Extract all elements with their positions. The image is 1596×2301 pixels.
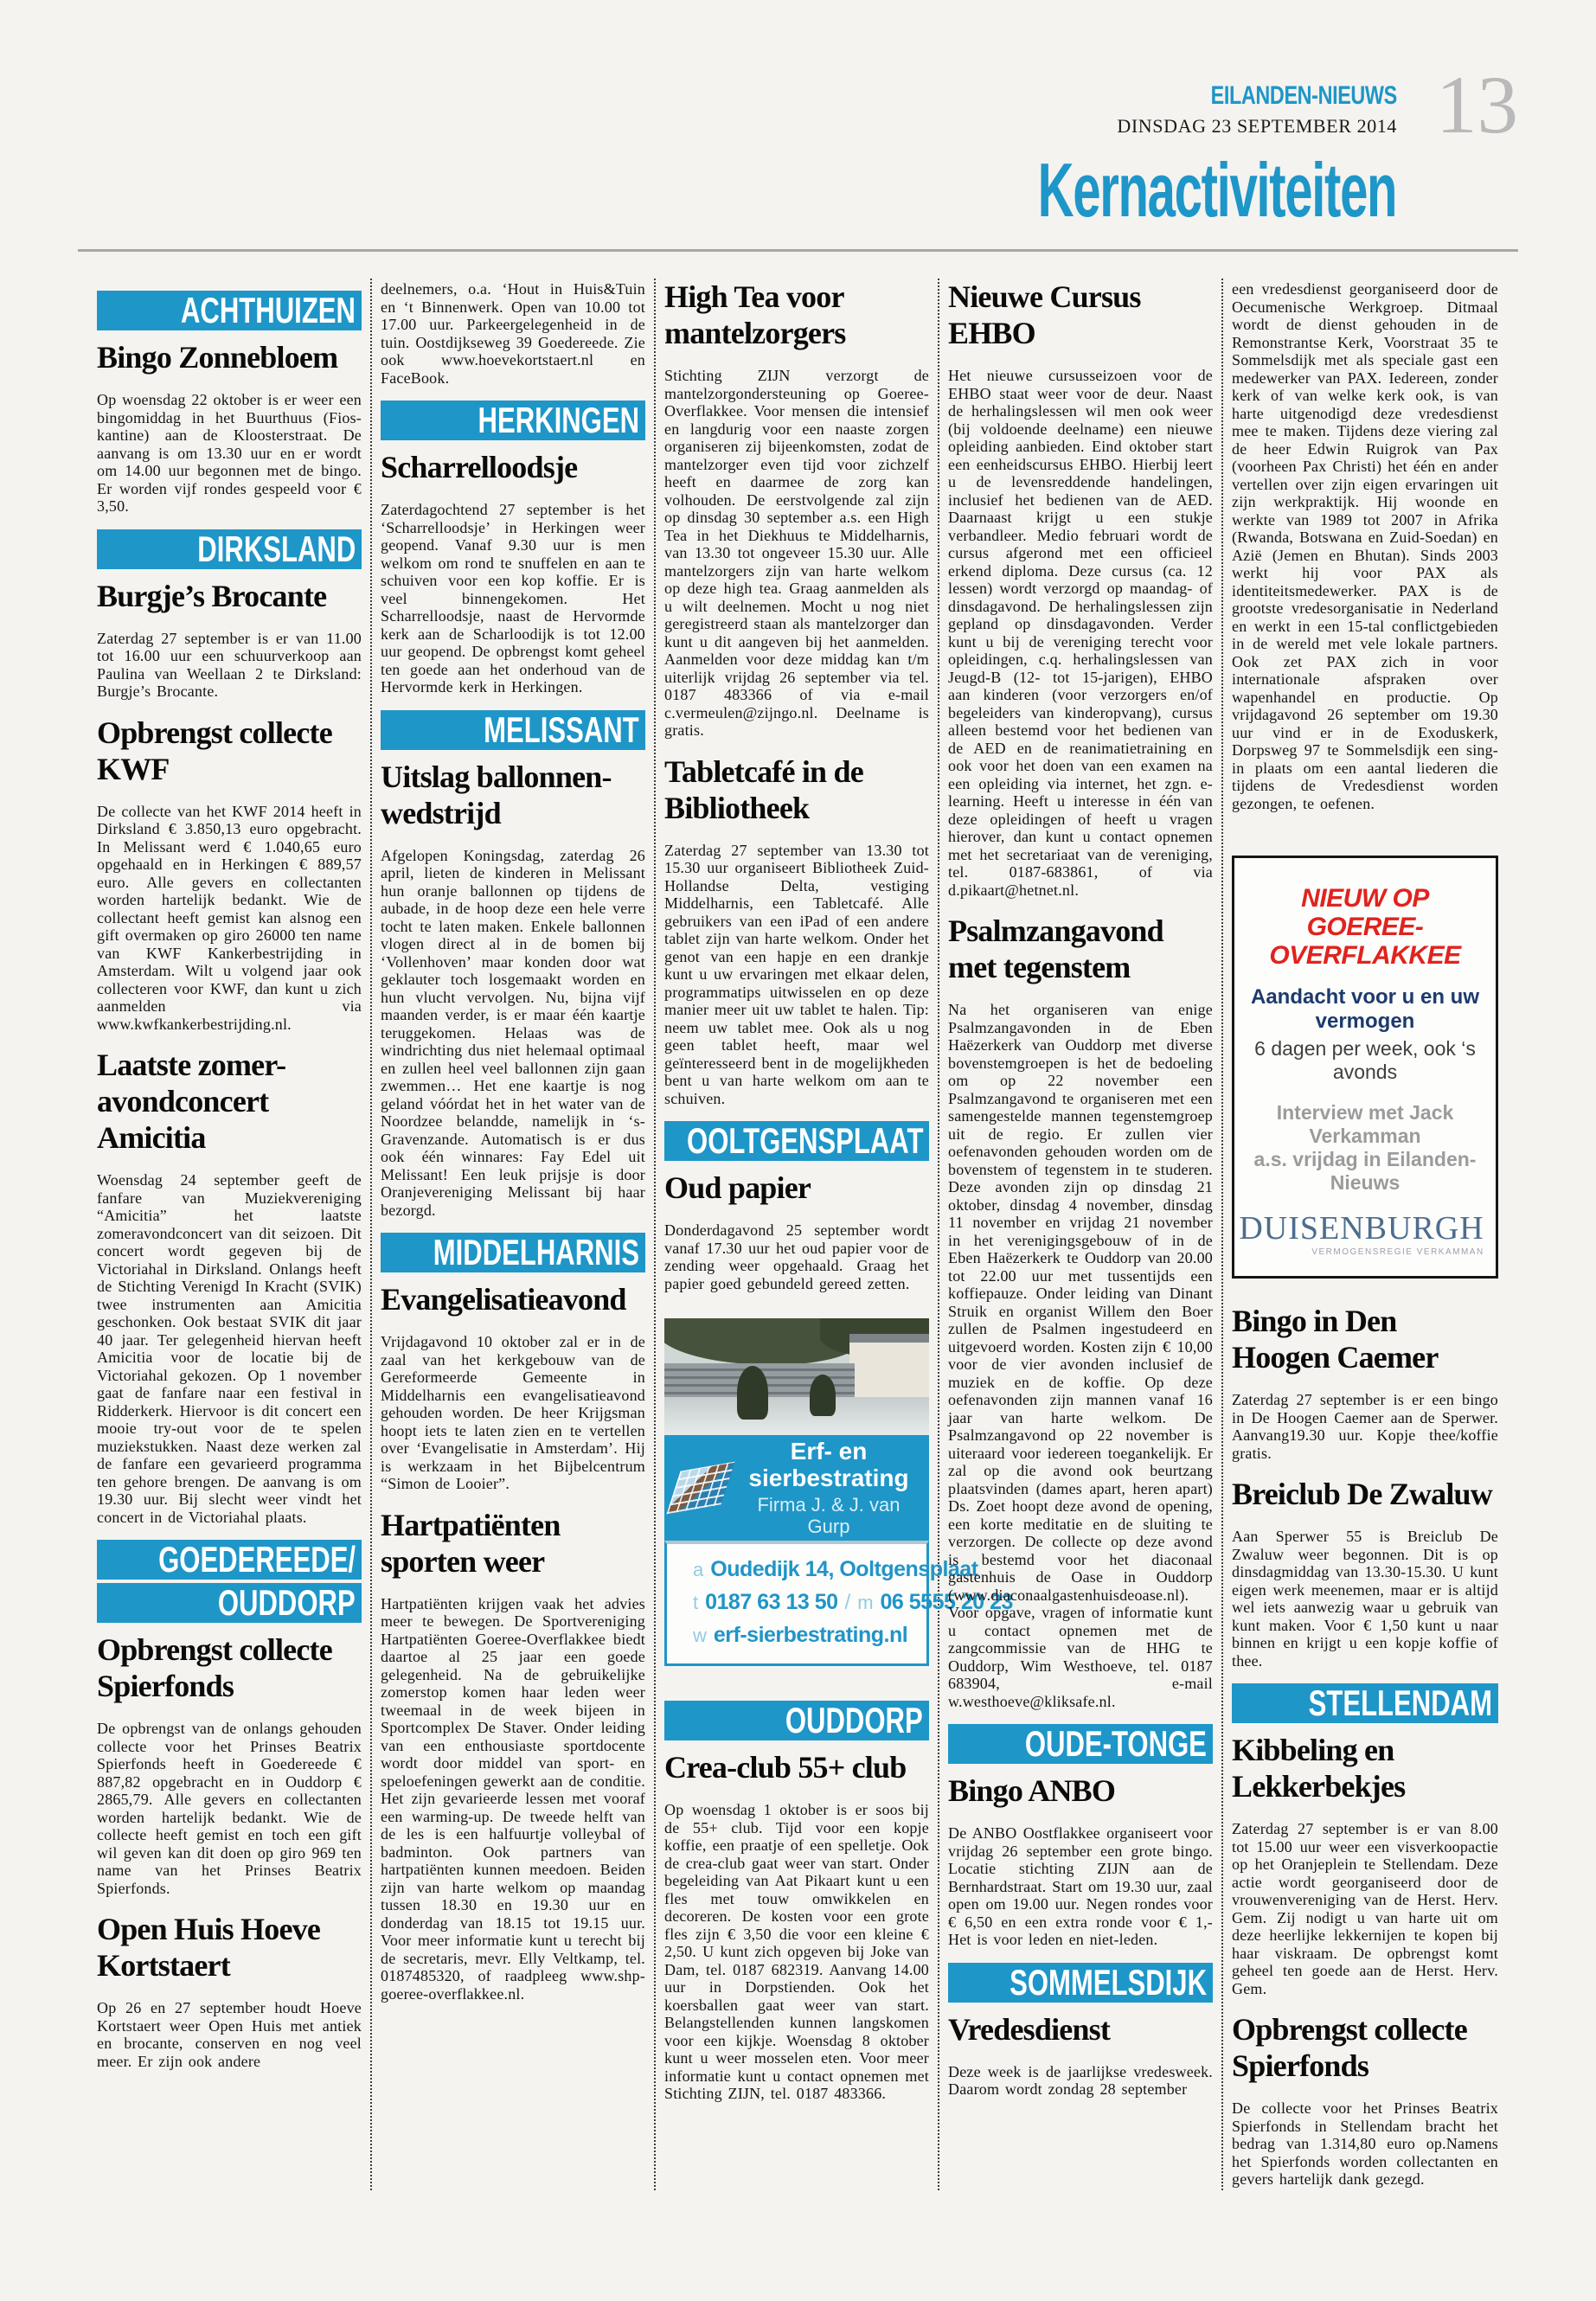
article-headline-bingo-zonnebloem: Bingo Zonnebloem [97,340,338,375]
section-banner-stellendam [1232,1683,1498,1723]
article-headline-evangelisatieavond: Evangelisatieavond [381,1282,626,1317]
section-banner-label: OUDDORP [785,1701,923,1741]
bush-decoration [737,1366,768,1420]
section-banner-herkingen [381,401,645,440]
section-banner-label: HERKINGEN [478,401,639,440]
ad-title-band [664,1435,929,1541]
section-banner-sommelsdijk [948,1963,1213,2003]
section-banner-label: OOLTGENSPLAAT [686,1121,923,1161]
page-number: 13 [1436,59,1518,151]
ad-address-line [693,1554,978,1587]
article-headline-opbrengst-collecte-spierfonds: Opbrengst collecte Spierfonds [97,1632,332,1703]
article-headline-high-tea-voor-mantelzorgers: High Tea voor mantelzorgers [664,279,846,350]
article-headline-hartpati-nten-sporten-weer: Hartpatiënten sporten weer [381,1507,561,1579]
ad-company-name: Erf- en sierbestrating [748,1438,909,1491]
ad-firm-name: Firma J. & J. van Gurp [757,1493,901,1537]
article-body: een vredesdienst georganiseerd door de Oecumenische Werkgroep. Ditmaal wordt de dienst gehouden in de Remonstrantse Kerk, Voorstraat 35 te Sommelsdijk met als speciale gast een medewerker van PAX. Iedereen, zonder kerk of van welke kerk ook, is van harte uitgenodigd deze vredesdienst mee te maken. Tijdens deze viering zal de heer Edwin Ruigrok van Pax (voorheen Pax Christi) het één en ander vertellen over zijn eigen ervaringen uit zijn werkpraktijk. Hij woonde en werkte van 1989 tot 2007 in Afrika (Rwanda, Botswana en Zuid-Soedan) en Azië (Jemen en Bhutan). Sinds 2003 werkt hij voor PAX als identiteitsmedewerker. PAX is de grootste vredesorganisatie in Nederland en werkt in een 15-tal conflictgebieden in de wereld met vele lokale partners. Ook zet PAX zich in voor internationale afspraken over wapenhandel en productie. Op vrijdagavond 26 september om 19.30 uur vind er in de Exoduskerk, Dorpsweg 97 te Sommelsdijk een sing-in plaats om een aantal liederen die tijdens de Vredesdienst worden gezongen, te oefenen. [1232,280,1498,812]
article-headline-tabletcaf-in-de-bibliotheek: Tabletcafé in de Bibliotheek [664,753,863,825]
section-banner-middelharnis [381,1233,645,1272]
article-body: Donderdagavond 25 september wordt vanaf 17.30 uur het oud papier voor de zending weer opgehaald. Graag het papier goed gebundeld gereed zetten. [664,1221,929,1292]
ad-website-line [693,1620,921,1653]
article-headline-crea-club-55-club: Crea-club 55+ club [664,1750,907,1785]
section-title: Kernactiviteiten [1037,147,1396,233]
brand-block [1239,1212,1484,1257]
section-banner-label: ACHTHUIZEN [180,291,356,330]
article-headline-kibbeling-en-lekkerbekjes: Kibbeling en Lekkerbekjes [1232,1733,1406,1804]
article-body: De ANBO Oostflakkee organiseert voor vrijdag 26 september een grote bingo. Locatie stichting ZIJN aan de Bernhardstraat. Start om 19.30 uur, zaal open om 19.00 uur. Negen rondes voor € 6,50 en een extra ronde voor € 1,- Het is voor leden en niet-leden. [948,1824,1213,1948]
article-body: Deze week is de jaarlijkse vredesweek. Daarom wordt zondag 28 september [948,2062,1213,2098]
article-body: Zaterdag 27 september is er een bingo in De Hoogen Caemer aan de Sperwer. Aanvang19.30 uur. Kopje thee/koffie gratis. [1232,1391,1498,1462]
ad-garden-photo [664,1318,929,1435]
ad-erf-en-sierbestrating [664,1318,1013,1666]
section-banner-dirksland [97,529,362,569]
ad-new-line2: GOEREE-OVERFLAKKEE [1269,913,1461,970]
ad-duisenburgh [1232,856,1498,1279]
section-banner-label: OUDDORP [218,1583,356,1623]
article-body: Op woensdag 22 oktober is er weer een bingomiddag in het Buurthuus (Fios-kantine) aan de Kloosterstraat. De aanvang is om 13.30 uur en er wordt om 14.00 uur begonnen met de bingo. Er worden vijf rondes gespeeld voor € 3,50. [97,391,362,515]
section-banner-ooltgensplaat [664,1121,929,1161]
column-divider [370,279,372,2190]
phone-value: 0187 63 13 50 [705,1590,838,1615]
article-headline-bingo-in-den-hoogen-caemer: Bingo in Den Hoogen Caemer [1232,1304,1439,1375]
header-rule [78,249,1518,252]
section-banner-melissant [381,710,645,750]
section-banner-label: MELISSANT [484,709,639,750]
website-prefix: w [693,1625,707,1647]
article-body: Op 26 en 27 september houdt Hoeve Kortstaert weer Open Huis met antiek en brocante, conserven en nog veel meer. Er zijn ook andere [97,1999,362,2070]
article-headline-open-huis-hoeve-kortstaert: Open Huis Hoeve Kortstaert [97,1912,321,1983]
ad-note-line2: a.s. vrijdag in Eilanden-Nieuws [1253,1148,1477,1194]
column-divider [938,279,939,2190]
address-value: Oudedijk 14, Ooltgensplaat [710,1557,978,1582]
section-banner-label: STELLENDAM [1308,1683,1492,1723]
column-divider [654,279,656,2190]
section-banner-label: SOMMELSDIJK [1010,1962,1207,2003]
section-banner-oude-tonge [948,1724,1213,1764]
article-headline-oud-papier: Oud papier [664,1170,811,1205]
article-body: Op woensdag 1 oktober is er soos bij de 55+ club. Tijd voor een kopje koffie, een praatje of een spelletje. Ook de crea-club gaat weer van start. Onder begeleiding van Aat Pikaart kunt u een fles met touw omwikkelen en decoreren. De kosten voor een grote fles zijn € 3,50 die voor een kleine € 2,50. U kunt zich opgeven bij Joke van Dam, tel. 0187 682319. Aanvang 14.00 uur in Dorpstienden. Ook het koersballen gaat weer van start. Belangstellenden kunnen langskomen voor een kijkje. Woensdag 8 oktober kunt u weer mosselen eten. Voor meer informatie kunt u contact opnemen met Stichting ZIJN, tel. 0187 483366. [664,1801,929,2103]
article-body: Afgelopen Koningsdag, zaterdag 26 april, lieten de kinderen in Melissant hun oranje ballonnen op tijdens de aubade, in de hoop deze een hele verre tocht te laten maken. Enkele ballonnen vlogen direct al in de bomen bij ‘Vollenhoven’ maar konden door wat geklauter toch losgemaakt worden en hun vlucht vervolgen. Nu, bijna vijf maanden verder, is er maar één kaartje teruggekomen. Helaas was de windrichting dus niet helemaal optimaal en zullen heel veel ballonnen zijn gaan zwemmen… Het ene kaartje is nog geland vóórdat het in het water van de Noordzee belandde, namelijk in ‘s-Gravenzande. Automatisch is er dus ook één winnares: Fay Edel uit Melissant! Een leuk prijsje is door Oranjevereniging Melissant bij haar bezorgd. [381,846,645,1219]
masthead: EILANDEN-NIEUWS [1210,81,1397,110]
duisenburgh-logo-subtext: VERMOGENSREGIE VERKAMMAN [1311,1247,1484,1257]
section-banner-label: MIDDELHARNIS [433,1233,639,1272]
ad-contact-block [664,1541,1013,1666]
article-body: Zaterdag 27 september van 13.30 tot 15.30 uur organiseert Bibliotheek Zuid-Hollandse Delta, vestiging Middelharnis, een Tabletcafé. Alle gebruikers van een iPad of een andere tablet zijn van harte welkom. Onder het genot van een hapje en een drankje kunt u uw ervaringen met elkaar delen, programmatips uitwisselen en op deze manier meer uit uw tablet te halen. Tip: neem uw tablet mee. Ook als u nog geen tablet heeft, maar wel geïnteresseerd bent in de mogelijkheden bent u van harte welkom om aan te schuiven. [664,841,929,1107]
article-body: Zaterdag 27 september is er van 8.00 tot 15.00 uur weer een visverkoopactie op het Oranjeplein te Stellendam. Deze actie wordt georganiseerd door de vrouwenvereniging van de Herst. Herv. Gem. Zij nodigt u van harte uit om deze heerlijke lekkernijen te kopen bij haar viskraam. De opbrengst komt geheel ten goede aan de Herst. Herv. Gem. [1232,1820,1498,1997]
brand-row [1239,1210,1484,1257]
article-body: deelnemers, o.a. ‘Hout in Huis&Tuin en ‘t Binnenwerk. Open van 10.00 tot 17.00 uur. Parkeergelegenheid in de tuin. Oostdijkseweg 39 Goedereede. Zie ook www.hoevekortstaert.nl en FaceBook. [381,280,645,387]
website-value: erf-sierbestrating.nl [713,1623,908,1648]
article-headline-uitslag-ballonnen-wedstrijd: Uitslag ballonnen-wedstrijd [381,759,612,830]
section-banner-label: DIRKSLAND [196,529,356,569]
article-headline-vredesdienst: Vredesdienst [948,2011,1111,2047]
article-headline-nieuwe-cursus-ehbo: Nieuwe Cursus EHBO [948,279,1141,350]
article-body: Het nieuwe cursusseizoen voor de EHBO staat weer voor de deur. Naast de herhalingslessen wil men ook weer (bij voldoende deelname) een nieuwe opleiding aanbieden. Eind oktober start een eenheidscursus EHBO. Hierbij leert u de levensreddende handelingen, inclusief het bedienen van de AED. Daarnaast krijgt u een stukje verbandleer. Medio februari wordt de cursus afgerond met een officieel erkend diploma. Deze cursus (ca. 12 lessen) wordt verzorgd op maandag- of dinsdagavond. De herhalingslessen zijn gepland op dinsdagavonden. Verder kunt u bij de vereniging terecht voor opleidingen, c.q. herhalingslessen van Jeugd-B (12- tot 15-jarigen), EHBO aan kinderen (voor verzorgers en/of begeleiders van kinderopvang), cursus alleen bestemd voor het bedienen van de AED en de reanimatietraining en ook voor het doen van een examen na een opleiding via internet, het zgn. e-learning. Heeft u interesse in één van deze opleidingen of heeft u vragen hierover, dan kunt u contact opnemen met het secretariaat van de vereniging, tel. 0187-683861, of via d.pikaart@hetnet.nl. [948,367,1213,899]
publication-date: DINSDAG 23 SEPTEMBER 2014 [1117,115,1397,137]
article-body: Hartpatiënten krijgen vaak het advies meer te bewegen. De Sportvereniging Hartpatiënten Goeree-Overflakkee biedt daartoe al 25 jaar een goede gelegenheid. Na de gebruikelijke zomerstop komen haar leden weer tweemaal in de week bijeen in Sportcomplex De Staver. Onder leiding van een enthousiaste sportdocente wordt door middel van sport- en speloefeningen gewerkt aan de conditie. Het zijn gevarieerde lessen met vooraf een warming-up. De tweede helft van de les is een halfuurtje volleybal of badminton. Ook partners van hartpatiënten kunnen meedoen. Beiden zijn van harte welkom op maandag tussen 18.30 en 19.30 uur en donderdag van 18.15 tot 19.15 uur. Voor meer informatie kunt u terecht bij de secretaris, mevr. Elly Veltkamp, tel. 0187485320, of raadpleeg www.shp-goeree-overflakkee.nl. [381,1594,645,2003]
section-banner-ouddorp [664,1701,929,1740]
article-headline-scharrelloodsje: Scharrelloodsje [381,450,578,484]
article-body: Vrijdagavond 10 oktober zal er in de zaal van het kerkgebouw van de Gereformeerde Gemeente in Middelharnis een evangelisatieavond gehouden worden. De heer Krijgsman hoopt iets te laten zien en te vertellen over ‘Evangelisatie in Amsterdam’. Hij is werkzaam in het Bijbelcentrum “Simon de Looier”. [381,1333,645,1492]
news-column-2 [381,279,645,2016]
article-body: Aan Sperwer 55 is Breiclub De Zwaluw weer begonnen. Dit is op dinsdagmiddag van 13.30-15.30. U kunt eigen werk meenemen, maar er is altijd wel iets aanwezig waar u gebruik van kunt maken. Voor € 1,50 kunt u naar binnen en krijgt u een kopje koffie of thee. [1232,1528,1498,1670]
ad-new-line1: NIEUW OP [1301,884,1429,913]
house-decoration [849,1334,929,1400]
article-body: Woensdag 24 september geeft de fanfare van Muziekvereniging “Amicitia” het laatste zomeravondconcert van dit seizoen. Dit concert wordt gegeven bij de Victoriahal in Dirksland. Onlangs heeft de Stichting Verenigd In Kracht (SVIK) twee instrumenten aan Amicitia geschonken. Ook bestaat SVIK dit jaar 40 jaar. Ter gelegenheid hiervan heeft Amicitia voor de locatie bij de Victoriahal gekozen. Op 1 november gaat de fanfare naar een festival in Ridderkerk. Hiervoor is dit concert een mooie try-out voor de te spelen muziekstukken. Naast deze werken zal de fanfare een gevarieerd programma ten gehore brengen. De aanvang is om 19.30 uur. Bij slecht weer vindt het concert in de Victoriahal plaats. [97,1171,362,1526]
ad-tagline: Aandacht voor u en uw vermogen [1250,985,1480,1033]
column-divider [1221,279,1223,2190]
ad-note-line1: Interview met Jack Verkamman [1276,1101,1454,1147]
article-headline-breiclub-de-zwaluw: Breiclub De Zwaluw [1232,1477,1492,1511]
separator: / [844,1591,851,1615]
paving-tiles-icon [666,1462,734,1515]
article-body: Stichting ZIJN verzorgt de mantelzorgondersteuning op Goeree-Overflakkee. Voor mensen die intensief en langdurig voor een naaste zorgen organiseren zij bijeenkomsten, zodat de mantelzorger even tijd voor zichzelf heeft en daarmee de zorg kan volhouden. De eerstvolgende zal zijn op dinsdag 30 september a.s. een High Tea in het Diekhuus te Middelharnis, van 13.30 tot ongeveer 15.30 uur. Alle mantelzorgers zijn van harte welkom op deze high tea. Graag aanmelden als u wilt deelnemen. Mocht u nog niet geregistreerd staan als mantelzorger dan kunt u dit aangeven bij het aanmelden. Aanmelden voor deze middag kan t/m uiterlijk vrijdag 26 september via tel. 0187 483366 of via e-mail c.vermeulen@zijngo.nl. Deelname is gratis. [664,367,929,739]
bush-decoration [810,1375,836,1416]
news-column-1 [97,279,362,2084]
paving-decoration [664,1397,929,1435]
mobile-prefix: m [857,1592,874,1614]
ad-interview-note [1247,1101,1484,1195]
article-body: De collecte van het KWF 2014 heeft in Dirksland € 3.850,13 euro opgebracht. In Melissant werd € 1.040,65 euro opgehaald en in Herkingen € 889,57 euro. Alle gevers en collectanten worden hartelijk bedankt. Wie de collectant heeft gemist kan alsnog een gift overmaken op giro 26000 ten name van KWF Kankerbestrijding in Amsterdam. Wilt u volgend jaar ook collecteren voor KWF, dan kunt u zich aanmelden via www.kwfkankerbestrijding.nl. [97,802,362,1033]
ad-new-headline [1247,884,1484,970]
article-headline-opbrengst-collecte-spierfonds: Opbrengst collecte Spierfonds [1232,2012,1467,2083]
news-column-3 [664,279,1013,2117]
article-headline-burgje-s-brocante: Burgje’s Brocante [97,578,327,613]
article-headline-psalmzangavond-met-tegenstem: Psalmzangavond met tegenstem [948,913,1163,984]
section-banner-achthuizen [97,291,362,330]
article-headline-bingo-anbo: Bingo ANBO [948,1773,1116,1808]
article-headline-laatste-zomer-avondconcert-amicitia: Laatste zomer-avondconcert Amicitia [97,1048,286,1155]
news-column-4 [948,279,1213,2112]
mobile-value: 06 5555 20 23 [880,1590,1013,1615]
article-body: Zaterdagochtend 27 september is het ‘Scharrelloodsje’ in Herkingen weer geopend. Vanaf 9.30 uur is men welkom om rond te snuffelen en aan te schuiven voor een kop koffie. Er is veel binnengekomen. Het Scharrelloodsje, naast de Hervormde kerk aan de Scharloodijk is tot 12.00 uur geopend. De opbrengst komt geheel ten goede aan het onderhoud van de Hervormde kerk in Herkingen. [381,501,645,695]
section-banner-label: OUDE-TONGE [1024,1724,1207,1764]
article-body: De collecte voor het Prinses Beatrix Spierfonds in Stellendam bracht het bedrag van 1.314,80 euro op.Namens het Spierfonds worden collectanten en gevers hartelijk dank gezegd. [1232,2099,1498,2188]
section-banner-label: GOEDEREEDE/ [158,1540,356,1580]
article-body: Na het organiseren van enige Psalmzangavonden in de Eben Haëzerkerk van Ouddorp met diverse bovenstemgroepen is het de bedoeling om op 22 november een Psalmzangavond te organiseren met een samengestelde mannen tegenstemgroep uit de regio. Er zullen vier oefenavonden gehouden worden om de bovenstem of tegenstem in te studeren. Deze avonden zijn op dinsdag 21 oktober, dinsdag 4 november, dinsdag 11 november en vrijdag 21 november in het verenigingsgebouw of in de Eben Haëzerkerk te Ouddorp van 20.00 tot 22.00 uur met tussentijds een koffiepauze. Onder leiding van Dinant Struik en organist Willem den Boer zullen de Psalmen ingestudeerd en uitgevoerd worden. Kosten zijn € 10,00 voor de vier avonden inclusief de muziek en de koffie. Op deze oefenavonden zijn mannen vanaf 16 jaar van harte welkom. De Psalmzangavond op 22 november is uiteraard voor iedereen toegankelijk. Er zal op die avond ook beurtzang plaatsvinden (dames apart, heren apart) Ds. Zoet hoopt deze avond de opening, een korte meditatie en de sluiting te verzorgen. De collecte op deze avond is bestemd voor het diaconaal gastenhuis de Oase in Ouddorp (www.diaconaalgastenhuisdeoase.nl). Voor opgave, vragen of informatie kunt u contact opnemen met de zangcommissie van de HHG te Ouddorp, Wim Westhoeve, tel. 0187 683904, e-mail w.westhoeve@kliksafe.nl. [948,1001,1213,1710]
ad-phone-line [693,1587,1013,1620]
section-banner-goedereede [97,1540,362,1580]
news-column-5 [1232,279,1498,2202]
article-body: Zaterdag 27 september is er van 11.00 tot 16.00 uur een schuurverkoop aan Paulina van Weellaan 2 te Dirksland: Burgje’s Brocante. [97,629,362,700]
ad-tagline-2: 6 dagen per week, ook ‘s avonds [1254,1037,1476,1083]
article-headline-opbrengst-collecte-kwf: Opbrengst collecte KWF [97,715,332,786]
section-banner-ouddorp [97,1583,362,1623]
phone-prefix: t [693,1592,699,1614]
duisenburgh-logo: DUISENBURGH [1239,1210,1484,1247]
article-body: De opbrengst van de onlangs gehouden collecte voor het Prinses Beatrix Spierfonds heeft in Goedereede € 887,82 opgebracht en in Ouddorp € 2865,79. Alle gevers en collectanten worden hartelijk bedankt. Wie de collecte heeft gemist en toch een gift wil geven kan dit doen op giro 969 ten name van het Prinses Beatrix Spierfonds. [97,1720,362,1897]
address-prefix: a [693,1559,704,1581]
